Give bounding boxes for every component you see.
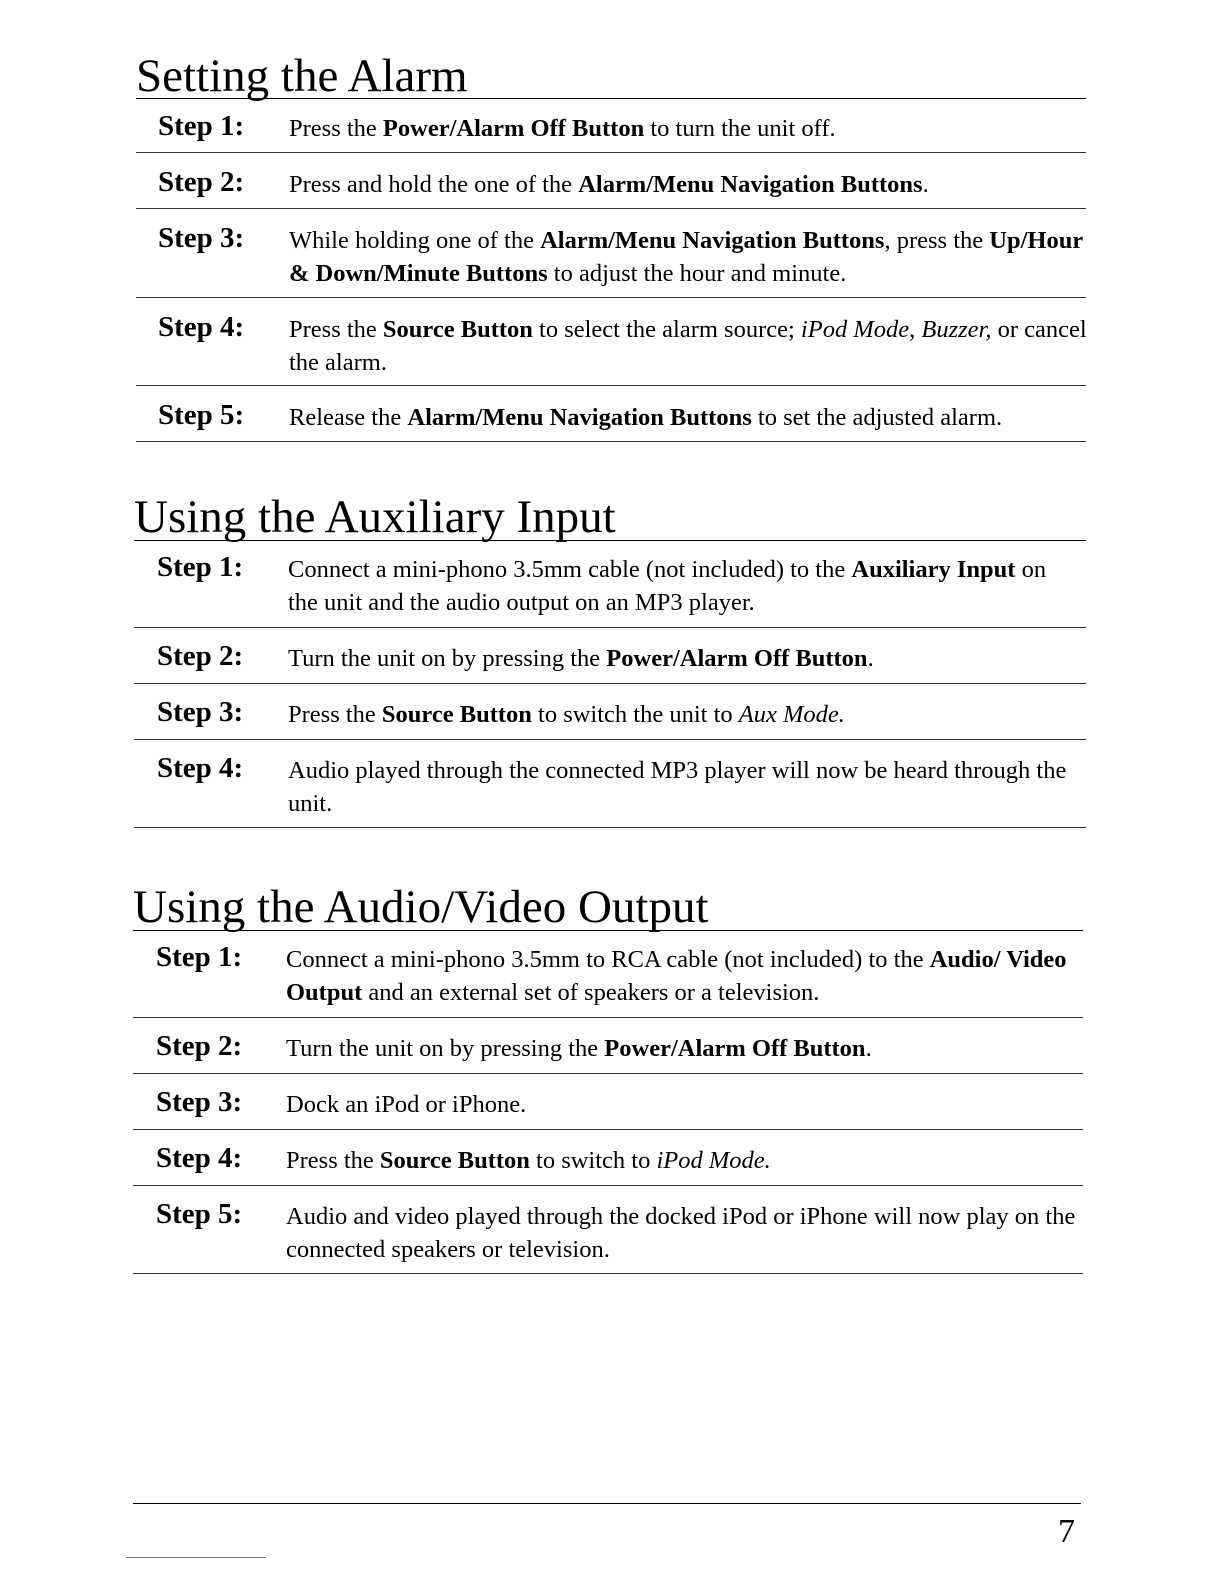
step-divider — [136, 441, 1086, 442]
step-divider — [133, 1273, 1083, 1274]
section-title: Setting the Alarm — [136, 50, 468, 102]
mode-name: iPod Mode. — [656, 1147, 771, 1174]
step-label: Step 1: — [158, 110, 245, 142]
step-divider — [133, 1129, 1083, 1130]
step-instruction — [288, 642, 1078, 675]
step-divider — [134, 739, 1086, 740]
step-instruction — [286, 1144, 1086, 1177]
step-divider — [134, 683, 1086, 684]
section-title: Using the Audio/Video Output — [133, 881, 709, 933]
bold-term: Auxiliary Input — [851, 556, 1016, 583]
step-instruction — [286, 1088, 1086, 1121]
text-run: to turn the unit off. — [644, 115, 836, 142]
text-run: Press the — [286, 1147, 380, 1174]
step-label: Step 2: — [158, 166, 245, 198]
step-label: Step 4: — [158, 311, 245, 343]
mode-name: iPod Mode — [800, 316, 910, 343]
step-instruction — [289, 401, 1089, 434]
step-instruction — [288, 698, 1078, 731]
step-instruction — [286, 1200, 1086, 1266]
step-instruction — [288, 553, 1078, 619]
bold-term: Up/Hour & Down/Minute Buttons — [289, 227, 1083, 287]
step-instruction — [286, 943, 1086, 1009]
text-run: or cancel the alarm. — [289, 316, 1087, 376]
text-run: Press the — [289, 115, 383, 142]
text-run: Press the — [288, 701, 382, 728]
step-label: Step 5: — [156, 1198, 243, 1230]
step-divider — [134, 827, 1086, 828]
text-run: Dock an iPod or iPhone. — [286, 1091, 527, 1118]
text-run: While holding one of the — [289, 227, 541, 254]
step-label: Step 1: — [156, 941, 243, 973]
step-divider — [136, 385, 1086, 386]
step-divider — [133, 1185, 1083, 1186]
bold-term: Audio/ Video Output — [286, 946, 1067, 1006]
page-number: 7 — [1058, 1513, 1075, 1550]
step-label: Step 5: — [158, 399, 245, 431]
bold-term: Alarm/Menu Navigation Buttons — [407, 404, 752, 431]
text-run: on the unit and the audio output on an MP3 player. — [288, 556, 1047, 616]
step-label: Step 2: — [157, 640, 244, 672]
step-label: Step 4: — [157, 752, 244, 784]
step-label: Step 1: — [157, 551, 244, 583]
text-run: Release the — [289, 404, 408, 431]
text-run: Turn the unit on by pressing the — [288, 645, 607, 672]
text-run: to switch the unit to — [531, 701, 739, 728]
step-instruction — [289, 313, 1089, 379]
step-label: Step 4: — [156, 1142, 243, 1174]
text-run: to select the alarm source; — [532, 316, 801, 343]
step-divider — [133, 1073, 1083, 1074]
footer-divider — [133, 1503, 1081, 1504]
bold-term: Source Button — [381, 701, 532, 728]
step-label: Step 3: — [156, 1086, 243, 1118]
step-divider — [136, 152, 1086, 153]
section-title-underline — [134, 540, 1086, 541]
text-run: Connect a mini-phono 3.5mm cable (not included) to the — [288, 556, 852, 583]
text-run: Audio played through the connected MP3 player will now be heard through the unit. — [288, 757, 1067, 817]
text-run: . — [922, 171, 929, 198]
text-run: . — [865, 1035, 872, 1062]
section-title-underline — [133, 930, 1083, 931]
corner-mark — [126, 1557, 266, 1558]
step-instruction — [286, 1032, 1086, 1065]
section-title-underline — [136, 98, 1086, 99]
step-instruction — [289, 168, 1089, 201]
text-run: to set the adjusted alarm. — [751, 404, 1003, 431]
text-run: Press the — [289, 316, 383, 343]
bold-term: Alarm/Menu Navigation Buttons — [540, 227, 885, 254]
bold-term: Power/Alarm Off Button — [382, 115, 645, 142]
text-run: Turn the unit on by pressing the — [286, 1035, 605, 1062]
step-instruction — [289, 112, 1089, 145]
step-divider — [134, 627, 1086, 628]
bold-term: Alarm/Menu Navigation Buttons — [578, 171, 923, 198]
bold-term: Source Button — [382, 316, 533, 343]
text-run: and an external set of speakers or a television. — [362, 979, 820, 1006]
text-run: to switch to — [529, 1147, 657, 1174]
text-run: . — [867, 645, 874, 672]
step-divider — [136, 208, 1086, 209]
section-title: Using the Auxiliary Input — [134, 491, 616, 543]
bold-term: Power/Alarm Off Button — [604, 1035, 866, 1062]
text-run: , press the — [884, 227, 990, 254]
step-instruction — [289, 224, 1089, 290]
text-run: to adjust the hour and minute. — [547, 260, 847, 287]
mode-name: Buzzer, — [921, 316, 992, 343]
text-run: Audio and video played through the docked iPod or iPhone will now play on the connected speakers or television. — [286, 1203, 1076, 1263]
step-label: Step 2: — [156, 1030, 243, 1062]
text-run: Press and hold the one of the — [289, 171, 579, 198]
step-label: Step 3: — [157, 696, 244, 728]
step-label: Step 3: — [158, 222, 245, 254]
text-run: Connect a mini-phono 3.5mm to RCA cable (not included) to the — [286, 946, 930, 973]
step-instruction — [288, 754, 1078, 820]
text-run: , — [909, 316, 922, 343]
mode-name: Aux Mode. — [738, 701, 845, 728]
step-divider — [133, 1017, 1083, 1018]
bold-term: Power/Alarm Off Button — [606, 645, 868, 672]
bold-term: Source Button — [379, 1147, 530, 1174]
step-divider — [136, 297, 1086, 298]
